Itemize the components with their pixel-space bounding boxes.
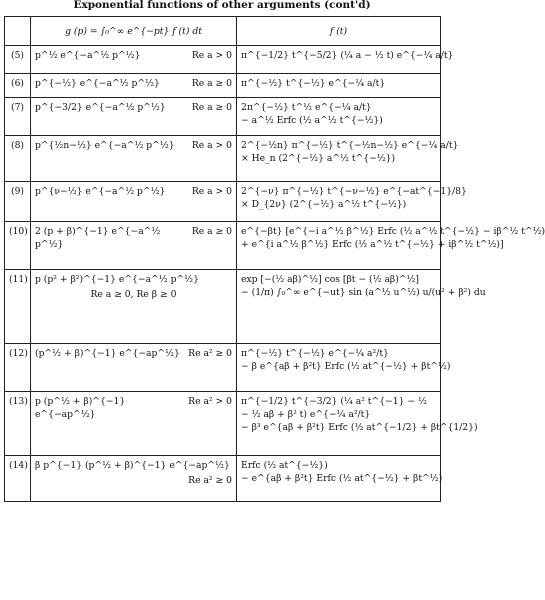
f-expression: − β e^{aβ + β²t} Erfc (½ at^{−½} + βt^½) — [241, 361, 451, 372]
g-expression: p^½ e^{−a^½ p^½} — [35, 50, 141, 61]
g-expression: (p^½ + β)^{−1} e^{−ap^½} — [35, 348, 180, 359]
f-expression: exp [−(½ aβ)^½] cos [βt − (½ aβ)^½] — [241, 274, 420, 285]
g-expression: β p^{−1} (p^½ + β)^{−1} e^{−ap^½} — [35, 460, 230, 471]
f-expression: π^{−½} t^{−½} e^{−¼ a²/t} — [241, 348, 389, 359]
g-expression: p (p^½ + β)^{−1} e^{−ap^½} — [35, 396, 129, 420]
f-expression: × D_{2ν} (2^{−½} a^½ t^{−½}) — [241, 199, 407, 210]
table-header-row — [5, 17, 441, 46]
f-cell — [237, 392, 478, 456]
g-cell — [31, 222, 237, 270]
condition: Re a ≥ 0, Re β ≥ 0 — [90, 289, 177, 300]
condition: Re a > 0 — [191, 50, 232, 61]
f-cell — [237, 222, 545, 270]
page-title: Exponential functions of other arguments (cont'd) — [73, 0, 371, 11]
row-number: (8) — [5, 136, 31, 182]
row-number: (10) — [5, 222, 31, 270]
row-number: (12) — [5, 344, 31, 392]
g-cell — [31, 456, 237, 502]
f-cell — [237, 456, 441, 502]
row-number: (7) — [5, 98, 31, 136]
number-column-header — [5, 17, 31, 46]
table-row — [5, 456, 441, 502]
row-number: (14) — [5, 456, 31, 502]
g-expression: 2 (p + β)^{−1} e^{−a^½ p^½} — [35, 226, 164, 250]
table-row — [5, 222, 441, 270]
f-cell — [237, 46, 454, 74]
g-cell — [31, 392, 237, 456]
g-cell — [31, 270, 237, 344]
transform-table — [4, 16, 545, 502]
condition: Re a ≥ 0 — [191, 102, 232, 113]
f-cell — [237, 344, 451, 392]
table-row — [5, 182, 441, 222]
g-expression: p^{−3/2} e^{−a^½ p^½} — [35, 102, 166, 113]
condition: Re a ≥ 0 — [191, 78, 232, 89]
f-expression: π^{−½} t^{−½} e^{−¼ a/t} — [241, 78, 386, 89]
g-cell — [31, 344, 237, 392]
f-expression: 2π^{−½} t^½ e^{−¼ a/t} — [241, 102, 372, 113]
g-expression: p^{ν−½} e^{−a^½ p^½} — [35, 186, 166, 197]
condition: Re a ≥ 0 — [191, 226, 232, 237]
f-cell — [237, 182, 467, 222]
f-cell — [237, 98, 441, 136]
g-cell — [31, 74, 237, 98]
row-number: (13) — [5, 392, 31, 456]
f-expression: × He_n (2^{−½} a^½ t^{−½}) — [241, 153, 396, 164]
row-number: (6) — [5, 74, 31, 98]
table-row — [5, 74, 441, 98]
table-row — [5, 392, 441, 456]
f-expression: + e^{i a^½ β^½} Erfc (½ a^½ t^{−½} + iβ^½ t^½)] — [241, 239, 504, 250]
f-expression: − e^{aβ + β²t} Erfc (½ at^{−½} + βt^½) — [241, 473, 443, 484]
condition: Re a² ≥ 0 — [188, 348, 232, 359]
g-expression: p^{−½} e^{−a^½ p^½} — [35, 78, 160, 89]
table-row — [5, 270, 441, 344]
f-column-header: f (t) — [237, 17, 441, 46]
condition: Re a > 0 — [191, 186, 232, 197]
f-expression: 2^{−½n} π^{−½} t^{−½n−½} e^{−¼ a/t} — [241, 140, 459, 151]
f-expression: Erfc (½ at^{−½}) — [241, 460, 328, 471]
f-expression: − ½ aβ + β² t) e^{−¼ a²/t} — [241, 409, 371, 420]
table-row — [5, 46, 441, 74]
g-column-header: g (p) = ∫₀^∞ e^{−pt} f (t) dt — [31, 17, 237, 46]
f-cell — [237, 136, 459, 182]
condition: Re a > 0 — [191, 140, 232, 151]
f-expression: π^{−1/2} t^{−3/2} (¼ a² t^{−1} − ½ — [241, 396, 427, 407]
g-cell — [31, 98, 237, 136]
f-expression: e^{−βt} [e^{−i a^½ β^½} Erfc (½ a^½ t^{−½} − iβ^½ t^½) — [241, 226, 545, 237]
row-number: (5) — [5, 46, 31, 74]
condition: Re a² > 0 — [188, 396, 232, 407]
f-expression: − a^½ Erfc (½ a^½ t^{−½}) — [241, 115, 383, 126]
g-expression: p (p² + β²)^{−1} e^{−a^½ p^½} — [35, 274, 199, 285]
f-expression: − (1/π) ∫₀^∞ e^{−ut} sin (a^½ u^½) u/(u² + β²) du — [241, 287, 486, 298]
g-cell — [31, 182, 237, 222]
g-cell — [31, 46, 237, 74]
f-cell — [237, 270, 486, 344]
g-expression: p^{½n−½} e^{−a^½ p^½} — [35, 140, 175, 151]
condition: Re a² ≥ 0 — [188, 475, 232, 486]
f-expression: − β³ e^{aβ + β²t} Erfc (½ at^{−1/2} + βt^{1/2}) — [241, 422, 478, 433]
f-expression: π^{−1/2} t^{−5/2} (¼ a − ½ t) e^{−¼ a/t} — [241, 50, 454, 61]
f-expression: 2^{−ν} π^{−½} t^{−ν−½} e^{−at^{−1}/8} — [241, 186, 467, 197]
table-row — [5, 344, 441, 392]
g-cell — [31, 136, 237, 182]
table-row — [5, 98, 441, 136]
row-number: (11) — [5, 270, 31, 344]
f-cell — [237, 74, 441, 98]
table-row — [5, 136, 441, 182]
row-number: (9) — [5, 182, 31, 222]
